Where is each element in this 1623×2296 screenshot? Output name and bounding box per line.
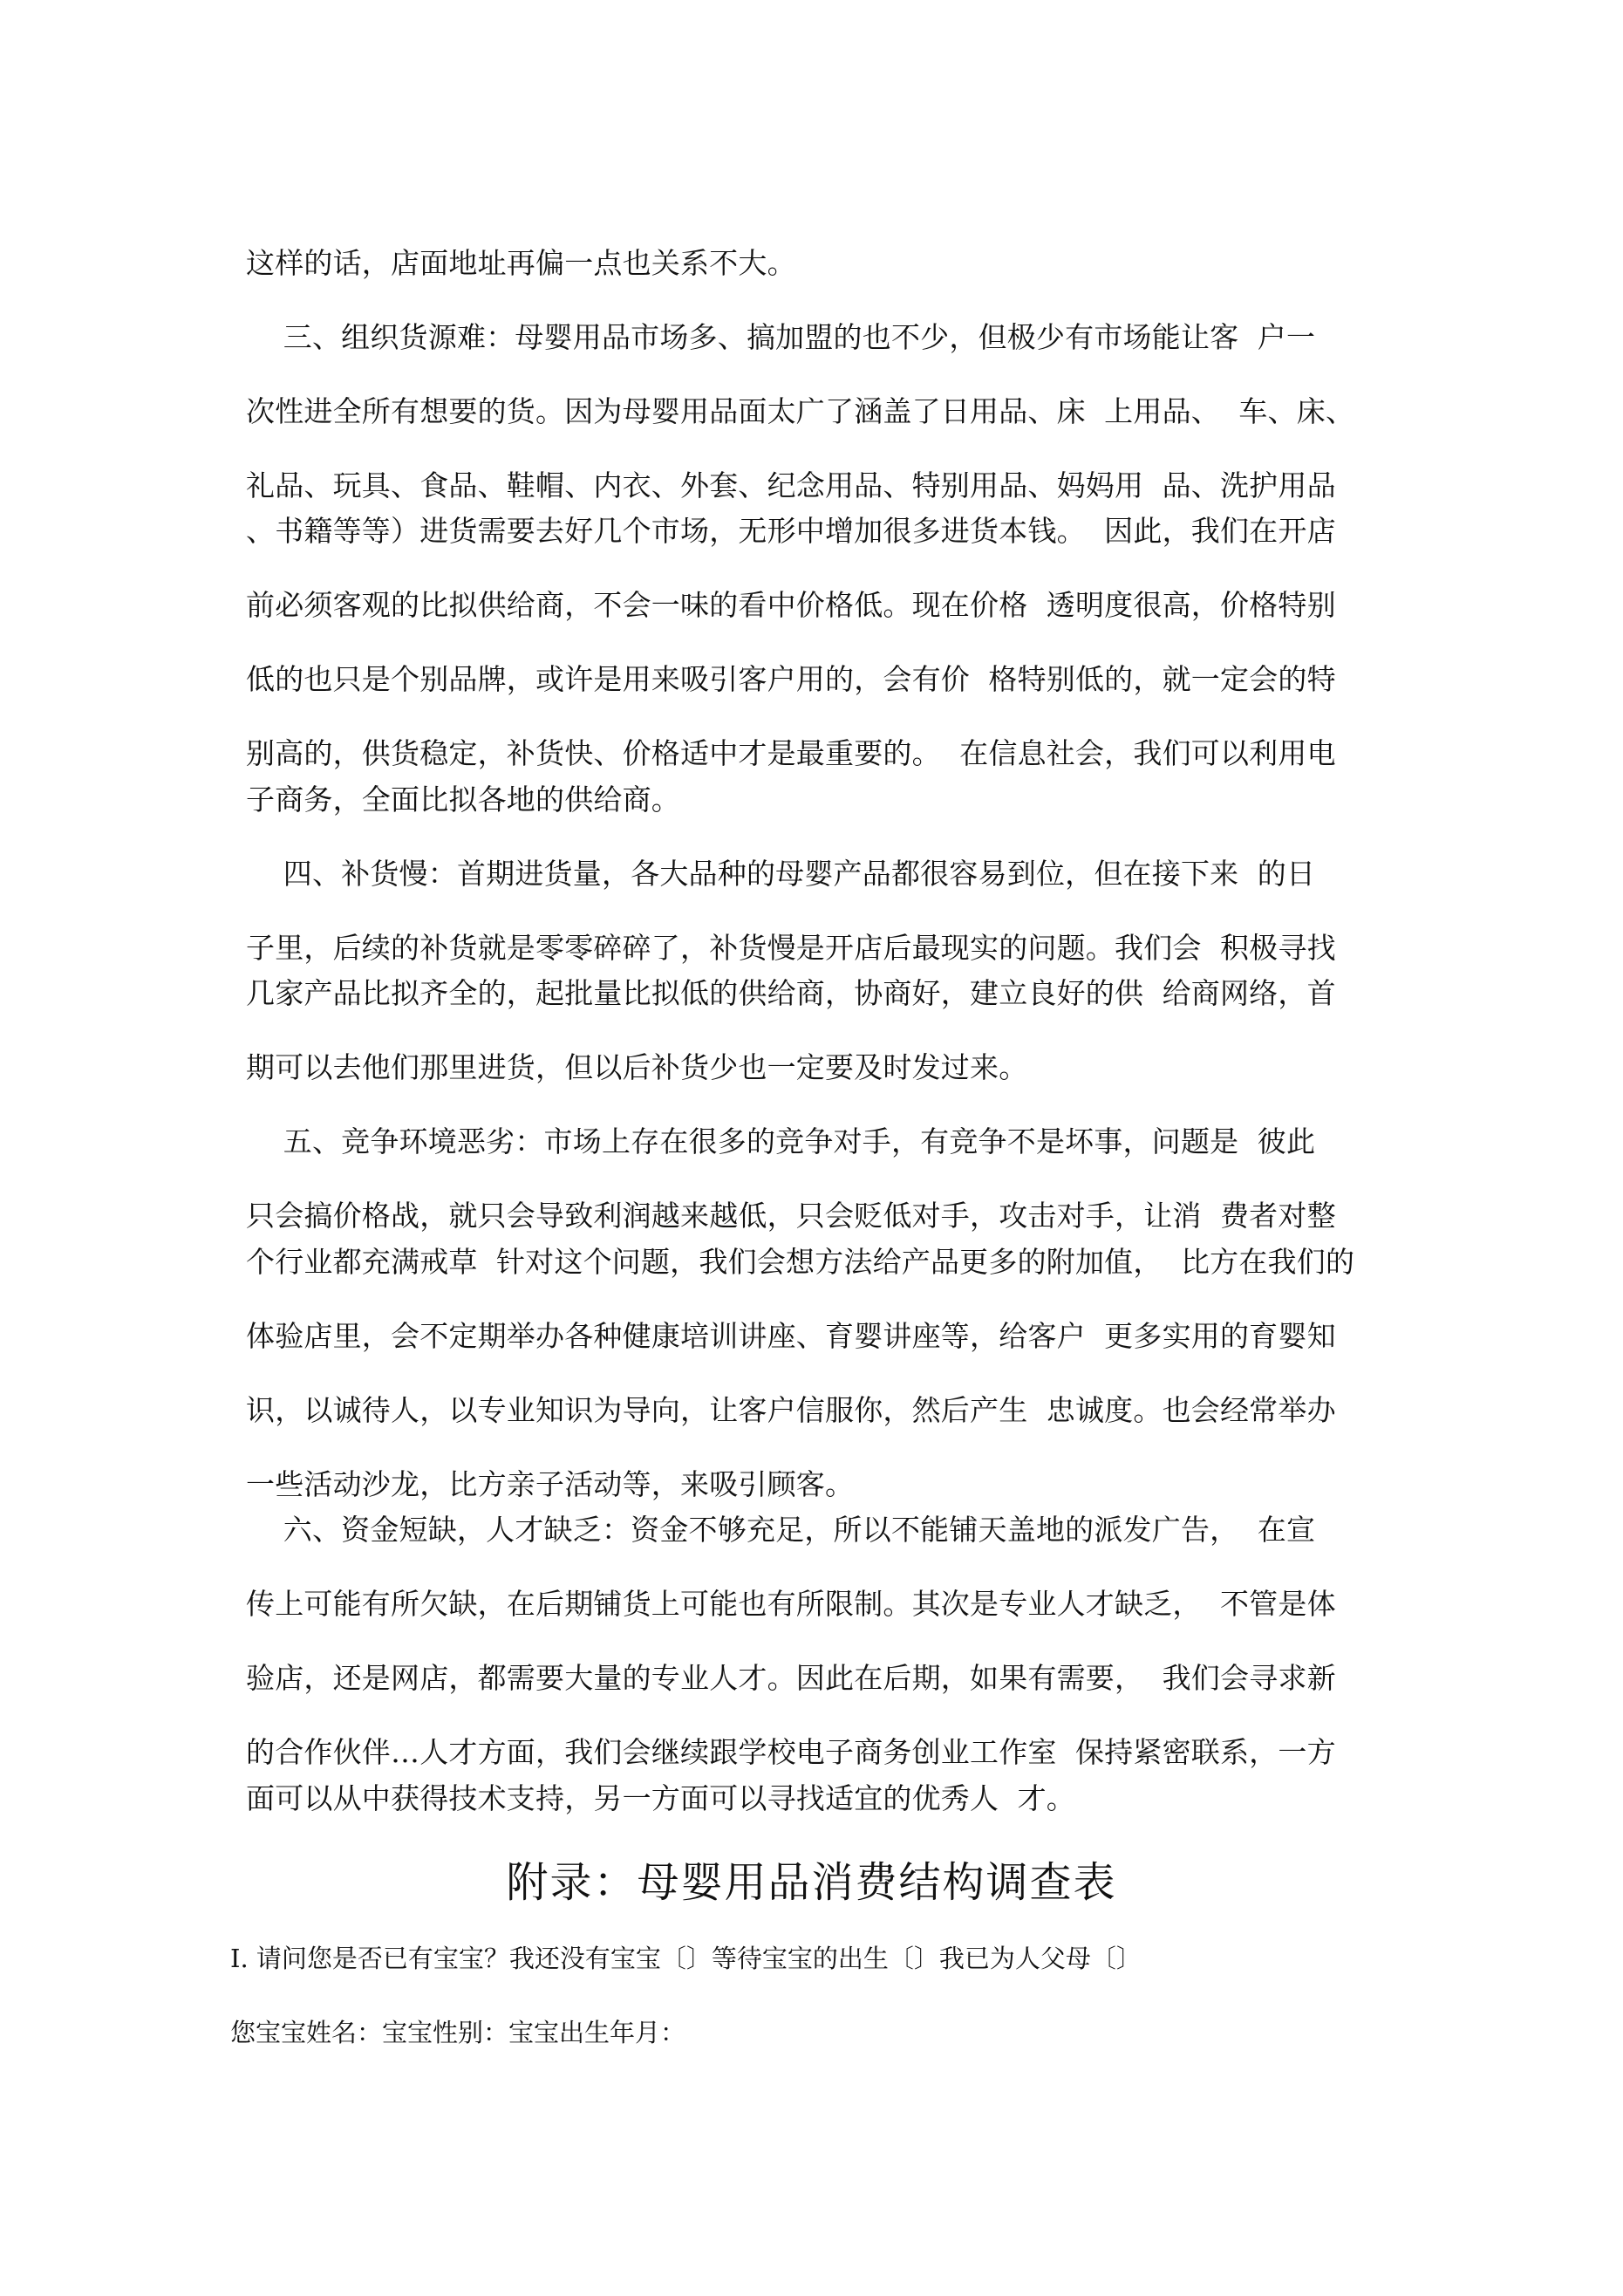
body-line-20: 六、资金短缺，人才缺乏：资金不够充足，所以不能铺天盖地的派发广告， 在宣	[246, 1513, 1316, 1547]
body-line-5: 、书籍等等）进货需要去好几个市场，无形中增加很多进货本钱。 因此，我们在开店	[246, 514, 1336, 548]
body-line-18: 识，以诚待人，以专业知识为导向，让客户信服你，然后产生 忠诚度。也会经常举办	[246, 1393, 1336, 1427]
body-line-12: 几家产品比拟齐全的，起批量比拟低的供给商，协商好，建立良好的供 给商网络，首	[246, 976, 1336, 1010]
body-line-4: 礼品、玩具、食品、鞋帽、内衣、外套、纪念用品、特别用品、妈妈用 品、洗护用品	[246, 468, 1336, 502]
body-line-8: 别高的，供货稳定，补货快、价格适中才是最重要的。 在信息社会，我们可以利用电	[246, 736, 1336, 770]
body-line-14: 五、竞争环境恶劣：市场上存在很多的竞争对手，有竞争不是坏事，问题是 彼此	[246, 1124, 1316, 1158]
body-line-22: 验店，还是网店，都需要大量的专业人才。因此在后期，如果有需要， 我们会寻求新	[246, 1661, 1336, 1695]
body-line-6: 前必须客观的比拟供给商，不会一味的看中价格低。现在价格 透明度很高，价格特别	[246, 588, 1336, 622]
body-line-1: 这样的话，店面地址再偏一点也关系不大。	[246, 246, 796, 280]
body-line-13: 期可以去他们那里进货，但以后补货少也一定要及时发过来。	[246, 1050, 1028, 1084]
body-line-10: 四、补货慢：首期进货量，各大品种的母婴产品都很容易到位，但在接下来 的日	[246, 857, 1316, 891]
body-line-7: 低的也只是个别品牌，或许是用来吸引客户用的，会有价 格特别低的，就一定会的特	[246, 662, 1336, 696]
body-line-3: 次性进全所有想要的货。因为母婴用品面太广了涵盖了日用品、床 上用品、 车、床、	[246, 394, 1355, 428]
body-line-21: 传上可能有所欠缺，在后期铺货上可能也有所限制。其次是专业人才缺乏， 不管是体	[246, 1587, 1336, 1621]
survey-question-1: I. 请问您是否已有宝宝？我还没有宝宝〔〕等待宝宝的出生〔〕我已为人父母〔〕	[230, 1944, 1142, 1973]
body-line-17: 体验店里，会不定期举办各种健康培训讲座、育婴讲座等，给客户 更多实用的育婴知	[246, 1319, 1336, 1353]
body-line-23: 的合作伙伴…人才方面，我们会继续跟学校电子商务创业工作室 保持紧密联系，一方	[246, 1735, 1336, 1769]
body-line-16: 个行业都充满戒草 针对这个问题，我们会想方法给产品更多的附加值， 比方在我们的	[246, 1245, 1355, 1279]
body-line-2: 三、组织货源难：母婴用品市场多、搞加盟的也不少，但极少有市场能让客 户一	[246, 320, 1316, 354]
body-line-15: 只会搞价格战，就只会导致利润越来越低，只会贬低对手，攻击对手，让消 费者对整	[246, 1199, 1336, 1233]
baby-info-line: 您宝宝姓名：宝宝性别：宝宝出生年月：	[230, 2018, 686, 2047]
body-line-24: 面可以从中获得技术支持，另一方面可以寻找适宜的优秀人 才。	[246, 1781, 1075, 1815]
body-line-11: 子里，后续的补货就是零零碎碎了，补货慢是开店后最现实的问题。我们会 积极寻找	[246, 931, 1336, 965]
body-line-19: 一些活动沙龙，比方亲子活动等，来吸引顾客。	[246, 1467, 855, 1501]
appendix-title: 附录：母婴用品消费结构调查表	[506, 1858, 1117, 1907]
body-line-9: 子商务，全面比拟各地的供给商。	[246, 782, 680, 817]
